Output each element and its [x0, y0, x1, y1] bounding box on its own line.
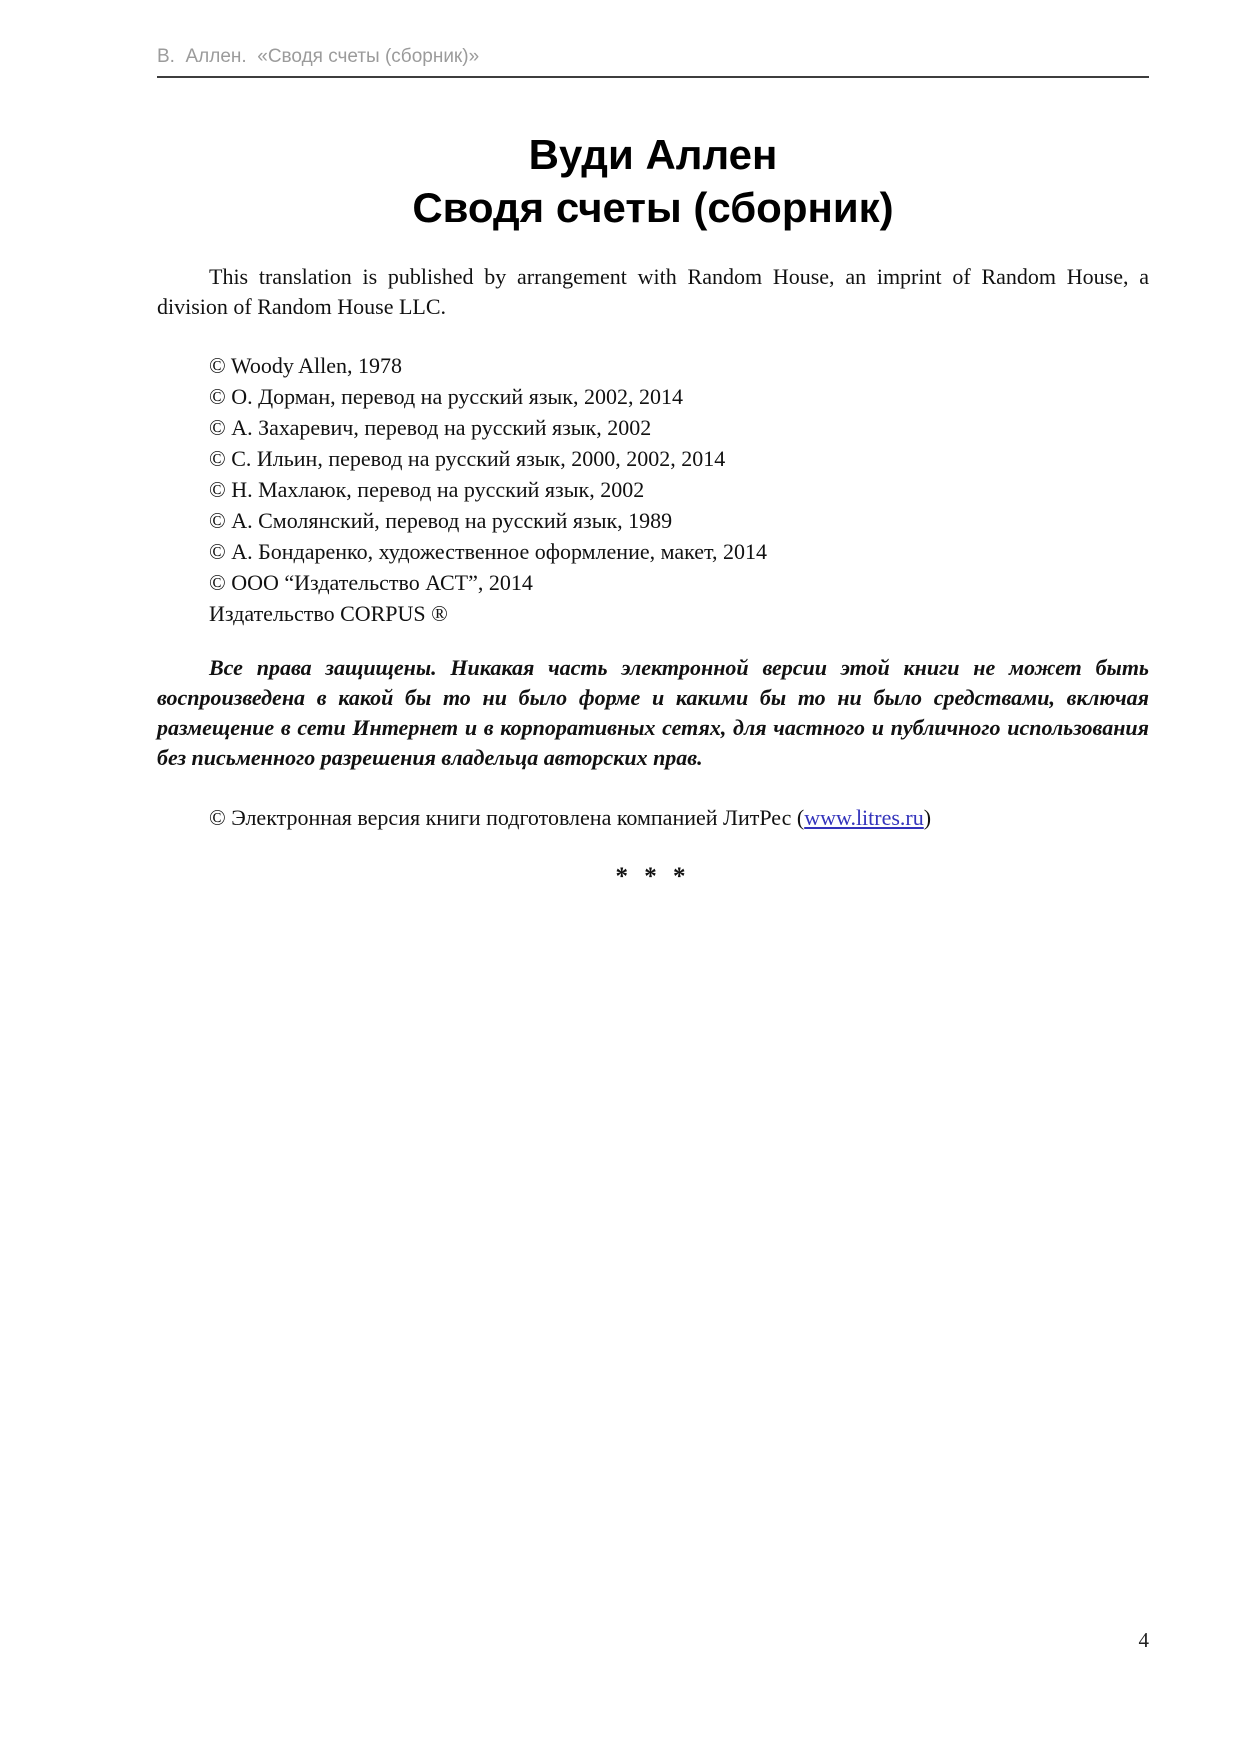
- litres-link[interactable]: www.litres.ru: [804, 805, 924, 830]
- copyright-line: © А. Захаревич, перевод на русский язык, 2002: [209, 415, 652, 440]
- book-name: Сводя счеты (сборник): [412, 184, 894, 231]
- ebook-credit: [157, 803, 1149, 833]
- ebook-credit-prefix: © Электронная версия книги подготовлена компанией ЛитРес (: [209, 805, 805, 830]
- copyright-line: © ООО “Издательство АСТ”, 2014: [209, 570, 533, 595]
- copyright-line: © А. Смолянский, перевод на русский язык, 1989: [209, 508, 673, 533]
- copyright-block: [157, 350, 1149, 629]
- book-title: [157, 128, 1149, 234]
- page-number: 4: [1138, 1628, 1149, 1652]
- rights-notice: Все права защищены. Никакая часть электронной версии этой книги не может быть воспроизведена в какой бы то ни было форме и какими бы то ни было средствами, включая размещение в сети Интернет и в корпоративных сетях, для частного и публичного использования без письменного разрешения владельца авторских прав.: [157, 655, 1149, 770]
- copyright-line: © О. Дорман, перевод на русский язык, 2002, 2014: [209, 384, 683, 409]
- publisher-line: Издательство CORPUS ®: [209, 601, 448, 626]
- copyright-line: © Н. Махлаюк, перевод на русский язык, 2002: [209, 477, 645, 502]
- book-author: Вуди Аллен: [528, 131, 778, 178]
- ebook-credit-suffix: ): [923, 805, 932, 830]
- page-content: [157, 0, 1149, 891]
- running-header: В. Аллен. «Сводя счеты (сборник)»: [157, 46, 480, 67]
- translation-notice: This translation is published by arrangement with Random House, an imprint of Random House, a division of Random House LLC.: [157, 264, 1149, 319]
- section-separator: * * *: [615, 863, 691, 890]
- copyright-line: © А. Бондаренко, художественное оформление, макет, 2014: [209, 539, 768, 564]
- header-rule: [157, 76, 1149, 78]
- copyright-line: © Woody Allen, 1978: [209, 353, 402, 378]
- copyright-line: © С. Ильин, перевод на русский язык, 2000, 2002, 2014: [209, 446, 726, 471]
